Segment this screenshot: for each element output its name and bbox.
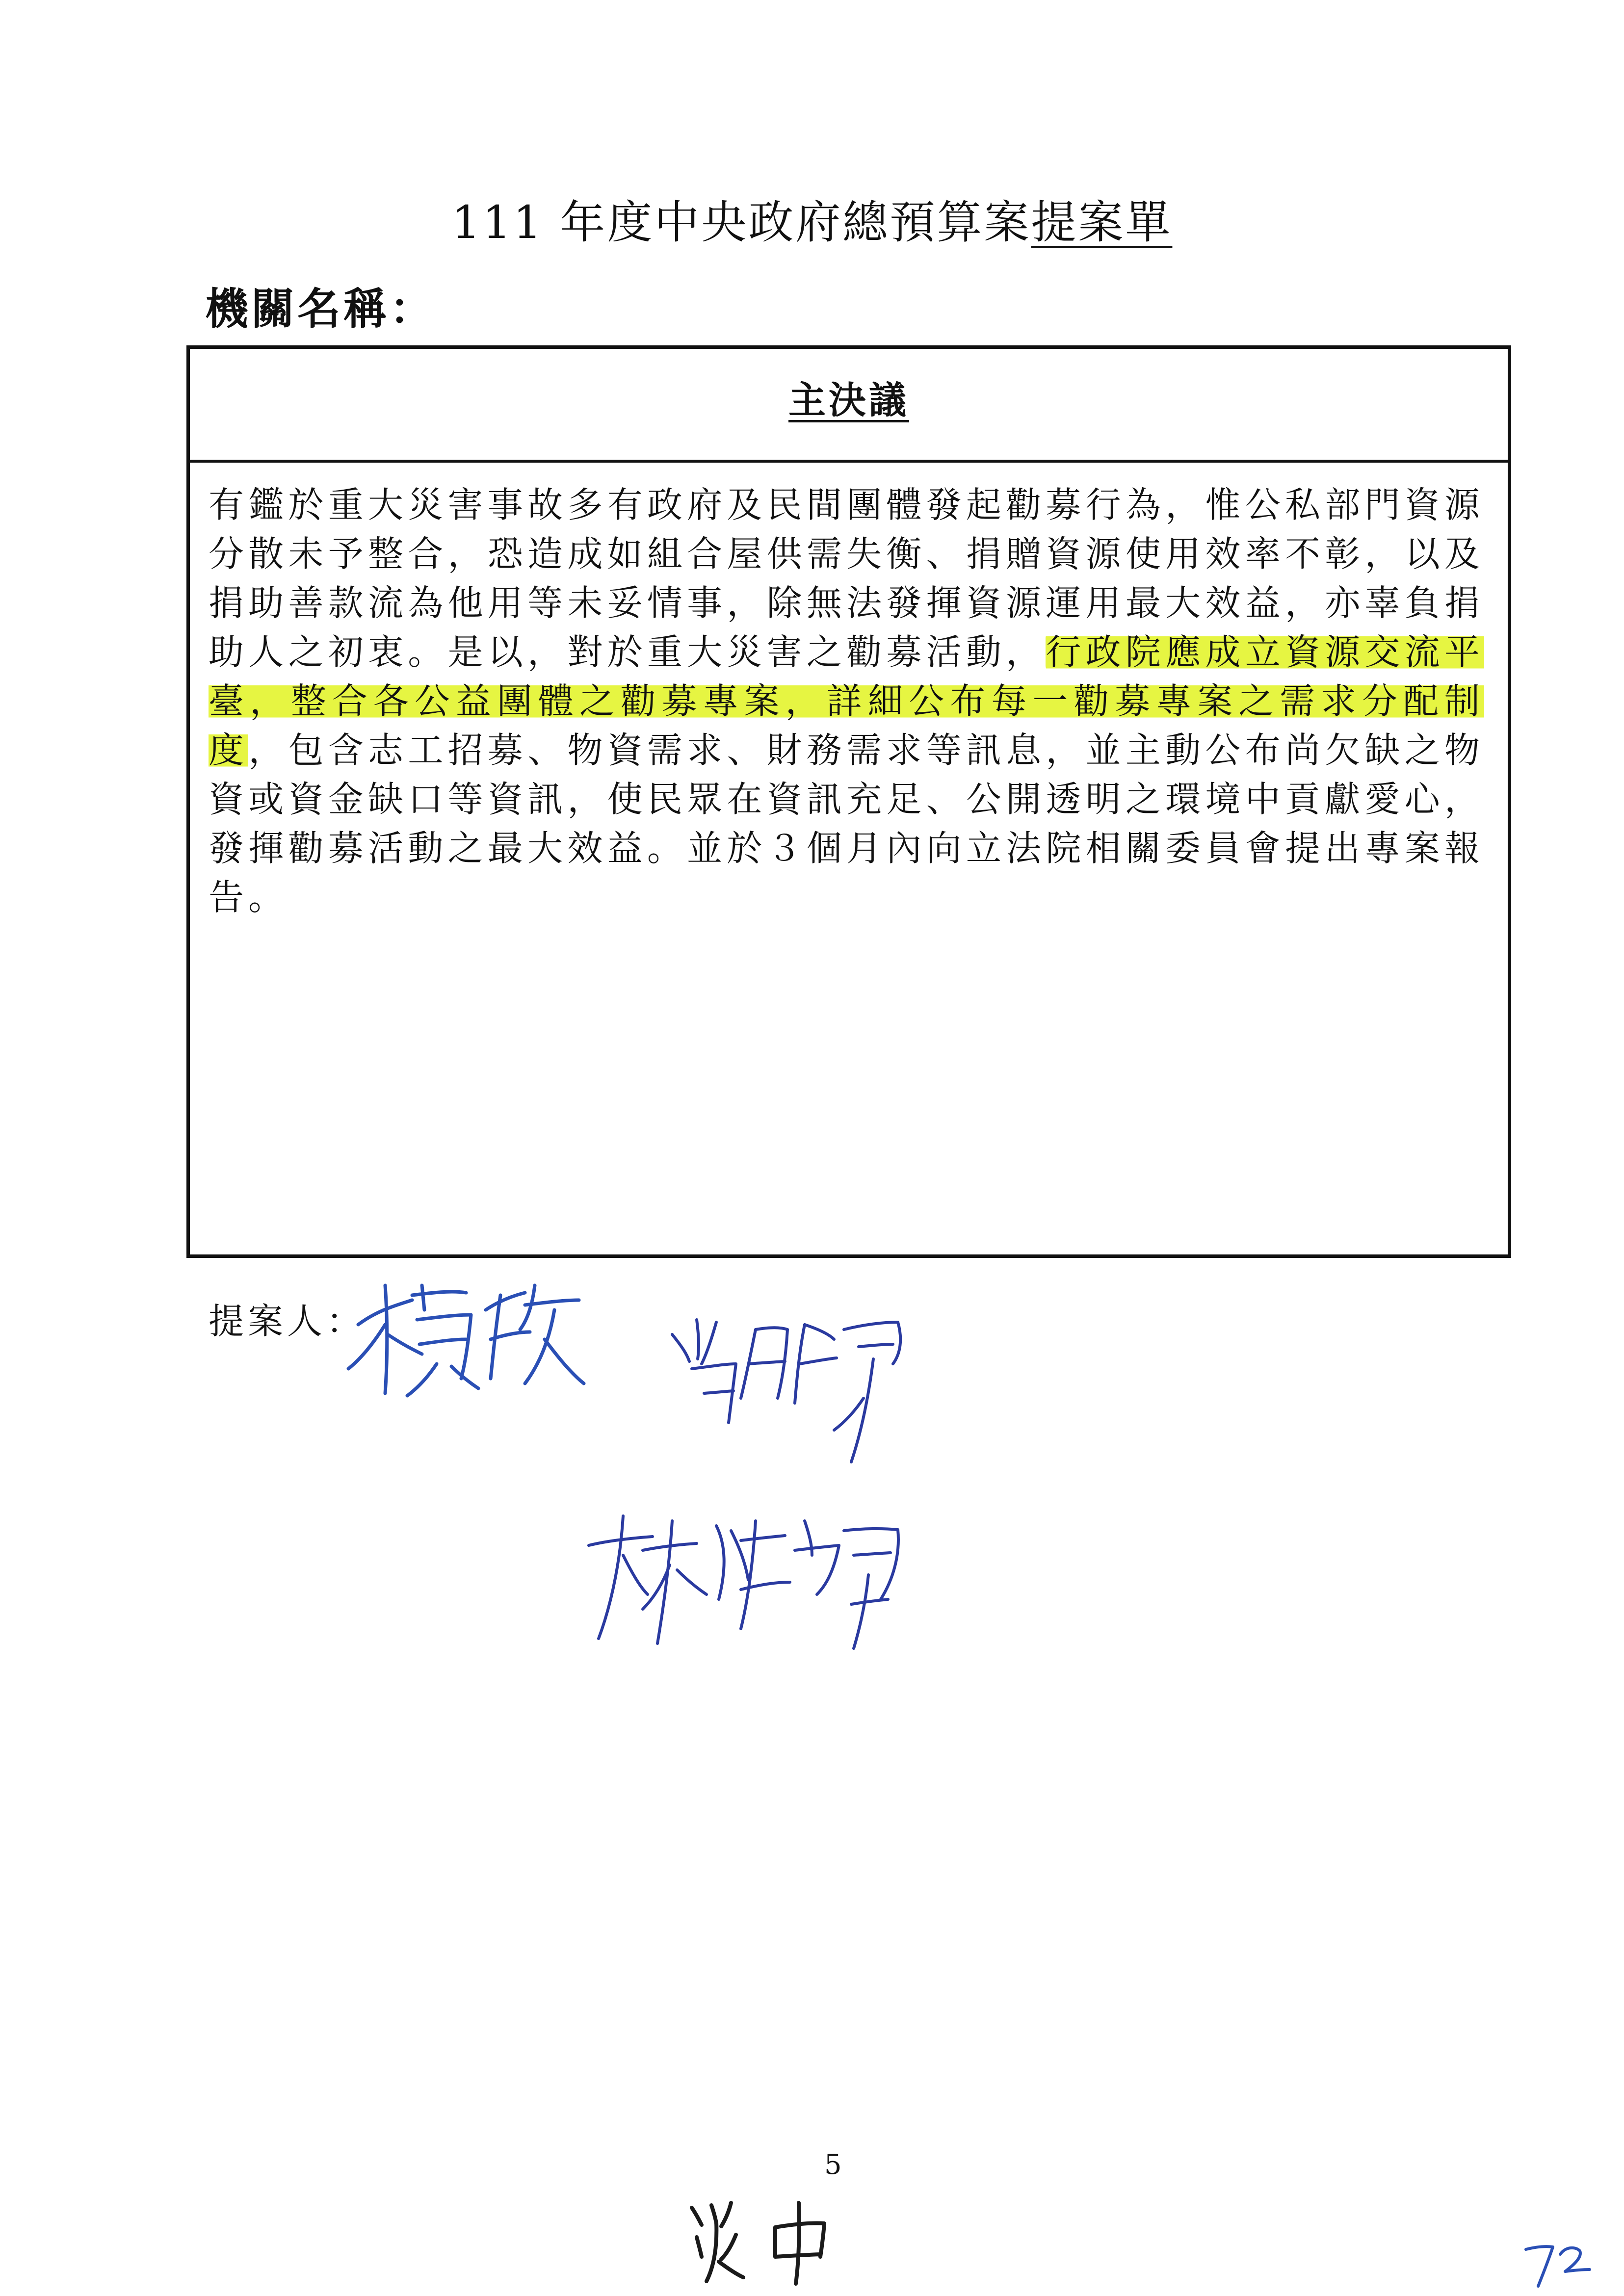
agency-label: 機關名稱： <box>205 283 436 334</box>
resolution-body <box>209 480 1484 922</box>
signature-1 <box>339 1266 594 1413</box>
title-underlined: 提案單 <box>1031 196 1173 249</box>
table-header-cell <box>190 349 1508 463</box>
document-title <box>0 186 1624 251</box>
title-main: 111 年度中央政府總預算案 <box>451 196 1031 249</box>
proposer-label: 提案人： <box>209 1301 366 1342</box>
resolution-table <box>186 345 1511 1258</box>
highlighted-text: 行政院應成立資源交流平臺，整合各公益團體之勸募專案，詳細公布每一勸募專案之需求分配制度 <box>209 631 1484 771</box>
signature-2 <box>657 1300 932 1477</box>
body-text-before: 有鑑於重大災害事故多有政府及民間團體發起勸募行為，惟公私部門資源分散未予整合，恐造成如組合屋供需失衡、捐贈資源使用效率不彰，以及捐助善款流為他用等未妥情事，除無法發揮資源運用最大效益，亦辜負捐助人之初衷。是以，對於重大災害之勸募活動， <box>209 484 1484 673</box>
table-header: 主決議 <box>788 378 909 422</box>
body-text-after: ，包含志工招募、物資需求、財務需求等訊息，並主動公布尚欠缺之物資或資金缺口等資訊，使民眾在資訊充足、公開透明之環境中貢獻愛心，發揮勸募活動之最大效益。並於３個月內向立法院相關委員會提出專案報告。 <box>209 730 1484 918</box>
handwritten-bottom-mark <box>682 2193 849 2286</box>
page-number: 5 <box>824 2149 842 2181</box>
handwritten-page-mark <box>1521 2237 1595 2291</box>
signature-3 <box>579 1501 913 1658</box>
